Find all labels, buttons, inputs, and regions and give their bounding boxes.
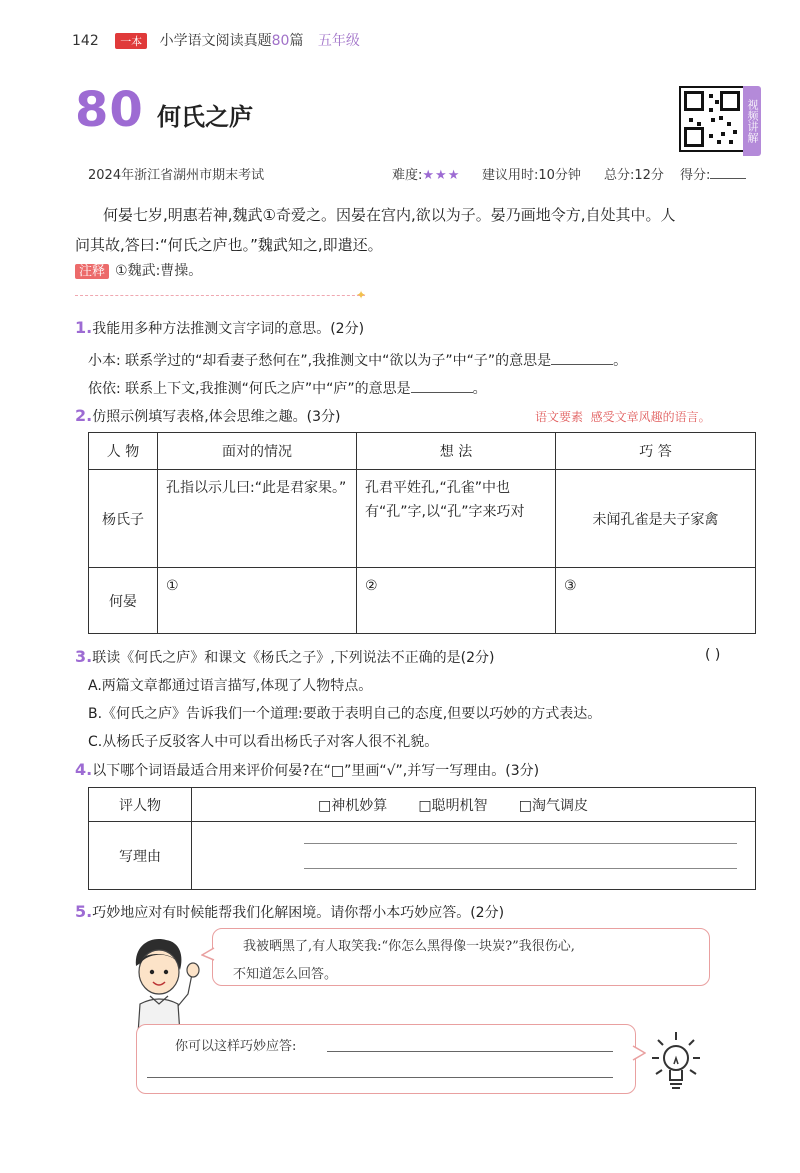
suggested-time: 建议用时:10分钟 bbox=[482, 168, 581, 183]
boy-illustration bbox=[122, 930, 206, 1034]
question-1-line-b bbox=[88, 378, 487, 398]
table-header-answer: 巧 答 bbox=[556, 433, 756, 470]
requirement-text: 感受文章风趣的语言。 bbox=[590, 410, 711, 424]
table-header-thought: 想 法 bbox=[357, 433, 556, 470]
example-answer: 未闻孔雀是夫子家禽 bbox=[556, 470, 756, 568]
answer-line-2 bbox=[147, 1077, 613, 1078]
question-1-line-a-text: 小本: 联系学过的“却看妻子愁何在”,我推测文中“欲以为子”中“子”的意思是 bbox=[88, 353, 552, 369]
question-1-line-b-end: 。 bbox=[472, 381, 487, 397]
difficulty-stars: ★★★ bbox=[422, 168, 461, 183]
table-header-person: 人 物 bbox=[89, 433, 158, 470]
annotation bbox=[75, 260, 202, 280]
answer-parentheses[interactable]: ( ) bbox=[705, 647, 721, 663]
answer-cell-2[interactable]: ② bbox=[357, 568, 556, 634]
question-1-line-b-text: 依依: 联系上下文,我推测“何氏之庐”中“庐”的意思是 bbox=[88, 381, 411, 397]
difficulty bbox=[392, 164, 460, 183]
reason-line-2 bbox=[304, 868, 737, 869]
bubble-line-2: 不知道怎么回答。 bbox=[233, 967, 338, 982]
score-label: 得分: bbox=[680, 168, 711, 183]
series-suffix: 篇 bbox=[289, 33, 304, 49]
lesson-title: 何氏之庐 bbox=[157, 103, 253, 131]
question-2-number: 2. bbox=[75, 406, 93, 425]
question-2 bbox=[75, 406, 341, 426]
series-number: 80 bbox=[271, 33, 290, 49]
options-cell bbox=[192, 788, 756, 822]
option-checkbox-1[interactable]: □ bbox=[318, 797, 332, 814]
literacy-requirement bbox=[535, 408, 711, 425]
example-person: 杨氏子 bbox=[89, 470, 158, 568]
answer-cell-1[interactable]: ① bbox=[158, 568, 357, 634]
reason-area[interactable] bbox=[192, 822, 756, 890]
lesson-number: 80 bbox=[75, 82, 144, 138]
answer-prompt: 你可以这样巧妙应答: bbox=[175, 1039, 297, 1054]
video-tab[interactable]: 视频讲解 bbox=[743, 86, 761, 156]
option-label-2: 聪明机智 bbox=[431, 797, 488, 814]
option-checkbox-2[interactable]: □ bbox=[418, 797, 432, 814]
divider bbox=[75, 295, 365, 297]
page-number: 142 bbox=[72, 33, 99, 49]
question-1 bbox=[75, 318, 364, 338]
table-header-situation: 面对的情况 bbox=[158, 433, 357, 470]
option-label-1: 神机妙算 bbox=[331, 797, 388, 814]
reason-line-1 bbox=[304, 843, 737, 844]
question-1-number: 1. bbox=[75, 318, 93, 337]
reason-label: 写理由 bbox=[89, 822, 192, 890]
annotation-text: ①魏武:曹操。 bbox=[115, 263, 203, 279]
question-3 bbox=[75, 647, 495, 667]
grade-label: 五年级 bbox=[317, 33, 360, 49]
series-title: 小学语文阅读真题 bbox=[159, 33, 272, 49]
option-checkbox-3[interactable]: □ bbox=[518, 797, 533, 814]
question-4-text: 以下哪个词语最适合用来评价何晏?在“□”里画“√”,并写一写理由。(3分) bbox=[92, 763, 540, 779]
answer-bubble[interactable] bbox=[136, 1024, 636, 1094]
answer-cell-3[interactable]: ③ bbox=[556, 568, 756, 634]
page-header bbox=[72, 30, 360, 50]
question-5-text: 巧妙地应对有时候能帮我们化解困境。请你帮小本巧妙应答。(2分) bbox=[92, 905, 505, 921]
thinking-table bbox=[88, 432, 756, 634]
brand-logo: 一本 bbox=[115, 33, 147, 49]
question-1-line-a-end: 。 bbox=[613, 353, 628, 369]
bubble-line-1: 我被晒黑了,有人取笑我:“你怎么黑得像一块炭?”我很伤心, bbox=[243, 939, 575, 954]
answer-line-1 bbox=[327, 1051, 613, 1052]
speech-bubble-tail bbox=[201, 946, 215, 962]
answer-bubble-tail bbox=[632, 1044, 646, 1062]
question-1-text: 我能用多种方法推测文言字词的意思。(2分) bbox=[92, 321, 365, 337]
question-1-blank-a[interactable] bbox=[551, 350, 613, 365]
lightbulb-icon bbox=[648, 1028, 704, 1098]
evaluation-table bbox=[88, 787, 756, 890]
option-a[interactable]: A.两篇文章都通过语言描写,体现了人物特点。 bbox=[88, 678, 373, 694]
requirement-tag: 语文要素 bbox=[535, 410, 584, 424]
passage-line-2: 问其故,答曰:“何氏之庐也。”魏武知之,即遣还。 bbox=[75, 236, 383, 254]
question-3-text: 联读《何氏之庐》和课文《杨氏之子》,下列说法不正确的是(2分) bbox=[92, 650, 495, 666]
question-5-number: 5. bbox=[75, 902, 93, 921]
difficulty-label: 难度: bbox=[392, 168, 423, 183]
question-1-line-a bbox=[88, 350, 627, 370]
question-4 bbox=[75, 760, 539, 780]
passage bbox=[75, 200, 765, 260]
example-situation: 孔指以示儿曰:“此是君家果。” bbox=[158, 470, 357, 568]
total-score: 总分:12分 bbox=[604, 168, 664, 183]
question-1-blank-b[interactable] bbox=[411, 378, 473, 393]
option-b[interactable]: B.《何氏之庐》告诉我们一个道理:要敢于表明自己的态度,但要以巧妙的方式表达。 bbox=[88, 706, 602, 722]
question-4-number: 4. bbox=[75, 760, 93, 779]
option-label-3: 淘气调皮 bbox=[532, 797, 589, 814]
score-field bbox=[680, 164, 746, 183]
qr-code-icon[interactable] bbox=[679, 86, 745, 152]
answer-person: 何晏 bbox=[89, 568, 158, 634]
exam-source: 2024年浙江省湖州市期末考试 bbox=[88, 168, 265, 183]
speech-bubble bbox=[212, 928, 710, 986]
evaluate-label: 评人物 bbox=[89, 788, 192, 822]
option-c[interactable]: C.从杨氏子反驳客人中可以看出杨氏子对客人很不礼貌。 bbox=[88, 734, 439, 750]
annotation-tag: 注释 bbox=[75, 264, 109, 279]
question-2-text: 仿照示例填写表格,体会思维之趣。(3分) bbox=[92, 409, 341, 425]
question-5 bbox=[75, 902, 504, 922]
score-blank[interactable] bbox=[710, 164, 746, 179]
passage-line-1: 何晏七岁,明惠若神,魏武①奇爱之。因晏在宫内,欲以为子。晏乃画地令方,自处其中。人 bbox=[103, 206, 676, 224]
star-icon: ✦ bbox=[356, 288, 367, 302]
question-3-number: 3. bbox=[75, 647, 93, 666]
example-thought: 孔君平姓孔,“孔雀”中也有“孔”字,以“孔”字来巧对 bbox=[357, 470, 556, 568]
